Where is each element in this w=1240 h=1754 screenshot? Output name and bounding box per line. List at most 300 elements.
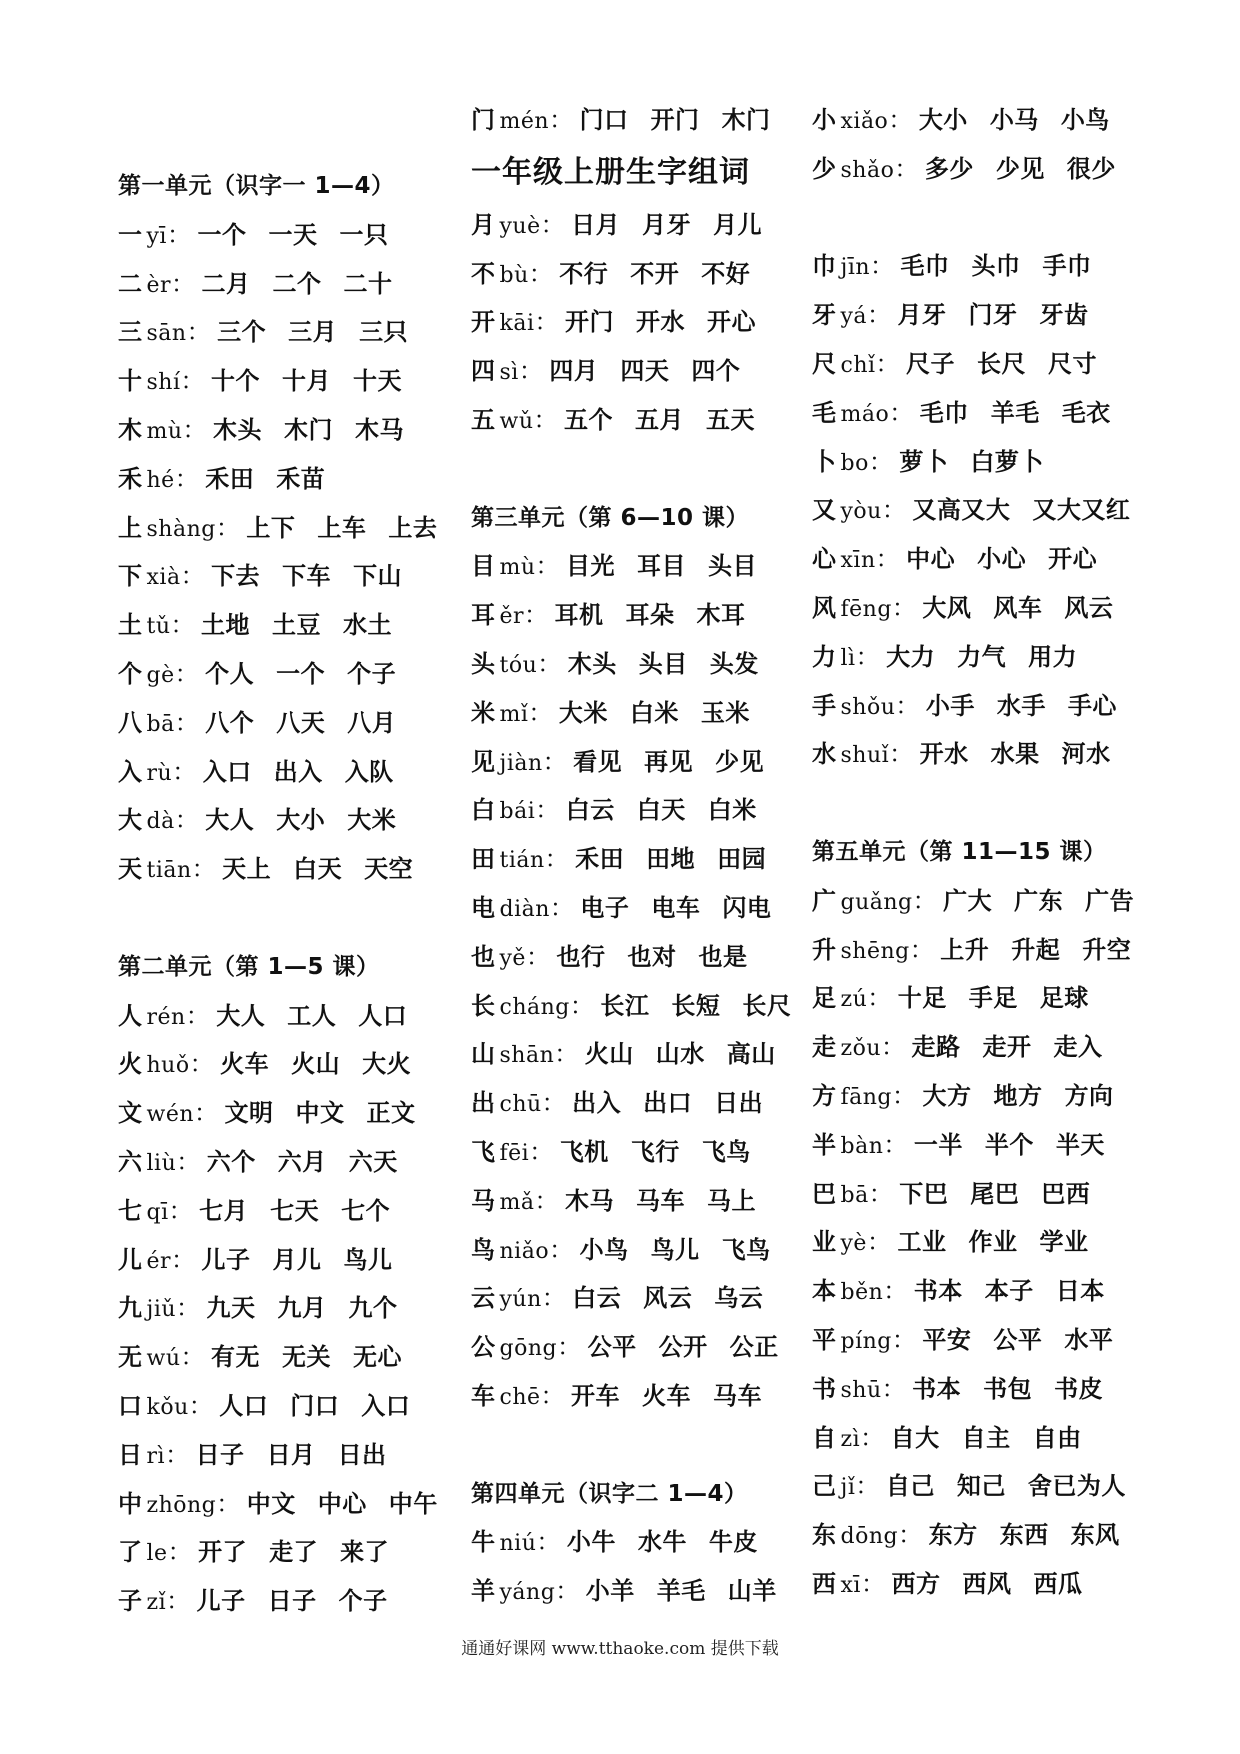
entry-pinyin: mù bbox=[146, 418, 183, 444]
entry-character: 车 bbox=[471, 1381, 496, 1410]
entry-pinyin: ěr bbox=[499, 604, 525, 630]
entry-character: 足 bbox=[812, 984, 837, 1013]
entry-character: 二 bbox=[118, 269, 143, 298]
entry-separator: ： bbox=[172, 757, 197, 786]
entry-pinyin: wú bbox=[146, 1346, 181, 1372]
entry-word: 广东 bbox=[1014, 886, 1064, 915]
entry-pinyin: niú bbox=[499, 1531, 537, 1557]
entry-word: 公开 bbox=[658, 1333, 708, 1362]
entry-word: 小鸟 bbox=[579, 1235, 629, 1264]
entry-word: 下去 bbox=[211, 562, 261, 591]
entry-word: 用力 bbox=[1028, 642, 1078, 671]
entry-separator: ： bbox=[875, 349, 901, 378]
entry-character: 大 bbox=[118, 806, 143, 835]
vocab-entry bbox=[812, 242, 1172, 291]
entry-separator: ： bbox=[855, 642, 881, 671]
entry-word: 儿子 bbox=[196, 1587, 246, 1616]
entry-pinyin: yě bbox=[499, 945, 526, 971]
entry-word: 日本 bbox=[1055, 1277, 1105, 1306]
entry-separator: ： bbox=[895, 691, 920, 720]
entry-character: 头 bbox=[471, 649, 496, 678]
entry-word: 风车 bbox=[993, 593, 1043, 622]
entry-pinyin: rì bbox=[146, 1443, 166, 1469]
vocab-entry bbox=[118, 357, 478, 406]
entry-pinyin: bái bbox=[499, 799, 536, 825]
entry-pinyin: dà bbox=[146, 809, 175, 835]
vocab-entry bbox=[812, 1414, 1172, 1463]
entry-separator: ： bbox=[881, 1033, 906, 1062]
entry-character: 羊 bbox=[471, 1577, 496, 1606]
entry-word: 门牙 bbox=[968, 301, 1018, 330]
spacer bbox=[118, 894, 478, 943]
entry-word: 十个 bbox=[211, 367, 260, 396]
entry-word: 自己 bbox=[885, 1472, 935, 1501]
entry-word: 一个 bbox=[276, 659, 326, 688]
entry-word: 大方 bbox=[922, 1081, 972, 1110]
entry-word: 工人 bbox=[287, 1001, 337, 1030]
vocab-entry bbox=[118, 455, 478, 504]
vocab-entry bbox=[812, 1560, 1172, 1609]
vocab-entry bbox=[118, 1236, 478, 1285]
entry-word: 日出 bbox=[714, 1089, 764, 1118]
entry-word: 大小 bbox=[276, 806, 326, 835]
entry-separator: ： bbox=[883, 1277, 908, 1306]
vocab-entry bbox=[812, 633, 1172, 682]
entry-word: 不开 bbox=[630, 259, 680, 288]
entry-pinyin: liù bbox=[146, 1150, 177, 1176]
entry-word: 火山 bbox=[291, 1050, 341, 1079]
vocab-entry bbox=[471, 1518, 831, 1567]
entry-separator: ： bbox=[525, 942, 551, 971]
entry-word: 十月 bbox=[282, 367, 331, 396]
entry-character: 四 bbox=[471, 357, 496, 386]
entry-word: 尺寸 bbox=[1048, 349, 1098, 378]
entry-separator: ： bbox=[883, 1130, 908, 1159]
entry-word: 尾巴 bbox=[970, 1179, 1020, 1208]
entry-word: 中心 bbox=[317, 1489, 367, 1518]
entry-character: 天 bbox=[118, 855, 143, 884]
entry-separator: ： bbox=[166, 1587, 191, 1616]
entry-word: 大人 bbox=[216, 1001, 266, 1030]
entry-word: 乌云 bbox=[714, 1284, 764, 1313]
entry-pinyin: zhōng bbox=[146, 1492, 217, 1518]
entry-separator: ： bbox=[549, 106, 574, 134]
entry-word: 西瓜 bbox=[1033, 1569, 1083, 1598]
vocab-entry bbox=[812, 877, 1172, 926]
entry-separator: ： bbox=[540, 1381, 566, 1410]
entry-word: 白云 bbox=[572, 1284, 622, 1313]
entry-word: 水土 bbox=[343, 611, 393, 640]
entry-word: 毛巾 bbox=[900, 252, 950, 281]
entry-pinyin: qī bbox=[146, 1199, 169, 1225]
entry-character: 巴 bbox=[812, 1179, 837, 1208]
entry-word: 个子 bbox=[347, 659, 397, 688]
entry-word: 儿子 bbox=[201, 1245, 251, 1274]
entry-word: 高山 bbox=[726, 1040, 776, 1069]
entry-word: 大力 bbox=[886, 642, 936, 671]
entry-pinyin: bù bbox=[499, 262, 529, 288]
entry-word: 也行 bbox=[556, 942, 606, 971]
entry-word: 羊毛 bbox=[656, 1577, 706, 1606]
vocab-entry bbox=[471, 1274, 831, 1323]
vocab-entry bbox=[118, 260, 478, 309]
entry-pinyin: dōng bbox=[840, 1524, 899, 1550]
entry-word: 东西 bbox=[999, 1521, 1049, 1550]
entry-character: 毛 bbox=[812, 398, 837, 427]
entry-word: 走路 bbox=[911, 1033, 961, 1062]
entry-word: 三个 bbox=[217, 318, 267, 347]
entry-separator: ： bbox=[174, 708, 200, 737]
entry-word: 十足 bbox=[897, 984, 947, 1013]
entry-pinyin: le bbox=[146, 1541, 168, 1567]
unit-heading: 第三单元（第 6—10 课） bbox=[471, 504, 750, 531]
entry-pinyin: bo bbox=[840, 450, 869, 476]
entry-word: 力气 bbox=[957, 642, 1007, 671]
entry-word: 无心 bbox=[353, 1343, 402, 1372]
entry-separator: ： bbox=[189, 1050, 215, 1079]
entry-word: 一只 bbox=[339, 220, 389, 249]
entry-separator: ： bbox=[898, 1521, 923, 1550]
entry-separator: ： bbox=[889, 398, 914, 427]
entry-word: 公正 bbox=[729, 1333, 779, 1362]
entry-pinyin: ér bbox=[146, 1248, 172, 1274]
entry-word: 小牛 bbox=[566, 1528, 616, 1557]
entry-word: 六个 bbox=[206, 1147, 256, 1176]
entry-word: 三只 bbox=[359, 318, 409, 347]
entry-separator: ： bbox=[176, 1147, 201, 1176]
entry-word: 小马 bbox=[989, 106, 1039, 134]
entry-character: 西 bbox=[812, 1569, 837, 1598]
entry-pinyin: mén bbox=[499, 109, 550, 134]
entry-word: 入队 bbox=[344, 757, 394, 786]
entry-pinyin: shēng bbox=[840, 938, 910, 964]
entry-character: 开 bbox=[471, 308, 496, 337]
entry-separator: ： bbox=[194, 1099, 219, 1128]
vocab-entry bbox=[471, 1372, 831, 1421]
vocab-entry bbox=[118, 308, 478, 357]
vocab-entry bbox=[812, 389, 1172, 438]
entry-character: 自 bbox=[812, 1423, 837, 1452]
entry-separator: ： bbox=[868, 447, 894, 476]
vocab-entry bbox=[812, 340, 1172, 389]
entry-word: 作业 bbox=[968, 1228, 1018, 1257]
entry-separator: ： bbox=[868, 1179, 894, 1208]
vocab-entry bbox=[118, 1187, 478, 1236]
entry-word: 耳机 bbox=[554, 601, 604, 630]
entry-word: 上车 bbox=[317, 513, 367, 542]
entry-pinyin: tóu bbox=[499, 652, 538, 678]
entry-pinyin: yòu bbox=[840, 499, 882, 525]
vocab-entry bbox=[471, 591, 831, 640]
entry-word: 自由 bbox=[1032, 1423, 1082, 1452]
vocab-entry bbox=[118, 992, 478, 1041]
vocab-entry bbox=[471, 982, 831, 1031]
entry-word: 水平 bbox=[1064, 1325, 1114, 1354]
entry-word: 开车 bbox=[571, 1381, 621, 1410]
entry-pinyin: shǎo bbox=[840, 157, 895, 183]
entry-word: 入口 bbox=[361, 1391, 411, 1420]
entry-character: 儿 bbox=[118, 1245, 143, 1274]
entry-word: 书本 bbox=[912, 1374, 962, 1403]
entry-word: 中文 bbox=[295, 1099, 345, 1128]
entry-word: 正文 bbox=[366, 1099, 416, 1128]
entry-separator: ： bbox=[881, 496, 907, 525]
entry-word: 舍已为人 bbox=[1027, 1472, 1126, 1501]
entry-separator: ： bbox=[541, 1089, 567, 1118]
entry-pinyin: mǐ bbox=[499, 701, 529, 727]
entry-pinyin: rén bbox=[146, 1004, 186, 1030]
entry-character: 出 bbox=[471, 1089, 496, 1118]
column-3 bbox=[812, 96, 1172, 1609]
entry-pinyin: bā bbox=[840, 1182, 869, 1208]
entry-pinyin: diàn bbox=[499, 896, 550, 922]
entry-character: 飞 bbox=[471, 1137, 496, 1166]
entry-separator: ： bbox=[176, 1294, 201, 1323]
entry-word: 天空 bbox=[364, 855, 414, 884]
entry-separator: ： bbox=[535, 552, 561, 581]
entry-character: 东 bbox=[812, 1521, 837, 1550]
entry-pinyin: yá bbox=[840, 304, 868, 330]
entry-separator: ： bbox=[188, 1391, 214, 1420]
entry-word: 六月 bbox=[277, 1147, 327, 1176]
entry-separator: ： bbox=[891, 1325, 917, 1354]
vocab-entry bbox=[118, 406, 478, 455]
entry-separator: ： bbox=[569, 991, 595, 1020]
entry-separator: ： bbox=[860, 1569, 886, 1598]
entry-word: 禾田 bbox=[575, 845, 625, 874]
entry-word: 耳目 bbox=[637, 552, 687, 581]
entry-word: 开心 bbox=[706, 308, 756, 337]
entry-word: 知己 bbox=[956, 1472, 1006, 1501]
entry-word: 自主 bbox=[961, 1423, 1011, 1452]
entry-word: 耳朵 bbox=[625, 601, 675, 630]
entry-separator: ： bbox=[909, 935, 935, 964]
entry-word: 长江 bbox=[600, 991, 650, 1020]
entry-character: 个 bbox=[118, 659, 143, 688]
entry-pinyin: shuǐ bbox=[840, 743, 890, 769]
entry-word: 巴西 bbox=[1041, 1179, 1091, 1208]
vocab-entry bbox=[118, 211, 478, 260]
entry-separator: ： bbox=[537, 649, 562, 678]
entry-character: 业 bbox=[812, 1228, 837, 1257]
entry-character: 目 bbox=[471, 552, 496, 581]
entry-word: 二十 bbox=[343, 269, 393, 298]
entry-pinyin: shū bbox=[840, 1377, 882, 1403]
vocab-entry bbox=[118, 748, 478, 797]
entry-separator: ： bbox=[529, 1137, 554, 1166]
entry-word: 白米 bbox=[707, 796, 757, 825]
entry-word: 水牛 bbox=[637, 1528, 687, 1557]
entry-word: 水果 bbox=[990, 740, 1040, 769]
vocab-entry bbox=[471, 689, 831, 738]
column-2 bbox=[471, 96, 831, 1616]
entry-word: 鸟儿 bbox=[650, 1235, 700, 1264]
entry-word: 白云 bbox=[565, 796, 615, 825]
entry-word: 小手 bbox=[925, 691, 975, 720]
entry-word: 马车 bbox=[713, 1381, 763, 1410]
entry-character: 平 bbox=[812, 1325, 837, 1354]
entry-word: 日子 bbox=[267, 1587, 317, 1616]
entry-word: 小心 bbox=[977, 545, 1027, 574]
entry-word: 学业 bbox=[1039, 1228, 1089, 1257]
entry-separator: ： bbox=[186, 318, 212, 347]
entry-word: 出口 bbox=[643, 1089, 693, 1118]
vocab-entry bbox=[471, 347, 831, 396]
vocab-entry bbox=[118, 1577, 478, 1626]
vocab-entry bbox=[471, 640, 831, 689]
entry-word: 三月 bbox=[288, 318, 338, 347]
entry-word: 火山 bbox=[584, 1040, 634, 1069]
vocab-entry bbox=[812, 584, 1172, 633]
entry-word: 马车 bbox=[635, 1186, 685, 1215]
entry-word: 小羊 bbox=[585, 1577, 635, 1606]
entry-word: 来了 bbox=[340, 1538, 390, 1567]
entry-pinyin: jǐ bbox=[840, 1475, 856, 1501]
entry-word: 西方 bbox=[891, 1569, 941, 1598]
entry-word: 闪电 bbox=[722, 893, 772, 922]
entry-word: 大小 bbox=[918, 106, 968, 134]
entry-word: 火车 bbox=[642, 1381, 692, 1410]
entry-character: 木 bbox=[118, 415, 143, 444]
entry-pinyin: zì bbox=[840, 1426, 861, 1452]
entry-pinyin: yuè bbox=[499, 213, 541, 239]
entry-word: 西风 bbox=[962, 1569, 1012, 1598]
entry-pinyin: rù bbox=[146, 760, 173, 786]
vocab-entry bbox=[118, 699, 478, 748]
entry-word: 羊毛 bbox=[990, 398, 1040, 427]
vocab-entry bbox=[118, 650, 478, 699]
entry-word: 个人 bbox=[205, 659, 255, 688]
entry-separator: ： bbox=[180, 367, 205, 396]
vocab-entry bbox=[812, 96, 1172, 145]
entry-character: 升 bbox=[812, 935, 837, 964]
entry-character: 五 bbox=[471, 405, 496, 434]
unit-heading: 第二单元（第 1—5 课） bbox=[118, 953, 380, 980]
vocab-entry bbox=[118, 1284, 478, 1333]
entry-pinyin: jiǔ bbox=[146, 1297, 177, 1323]
entry-separator: ： bbox=[912, 886, 938, 915]
entry-character: 文 bbox=[118, 1099, 143, 1128]
entry-word: 平安 bbox=[922, 1325, 972, 1354]
unit-heading: 第五单元（第 11—15 课） bbox=[812, 838, 1107, 865]
entry-character: 中 bbox=[118, 1489, 143, 1518]
entry-separator: ： bbox=[170, 611, 196, 640]
entry-word: 方向 bbox=[1064, 1081, 1114, 1110]
vocab-entry bbox=[812, 1023, 1172, 1072]
vocab-entry bbox=[812, 1511, 1172, 1560]
entry-word: 一半 bbox=[913, 1130, 963, 1159]
entry-word: 东方 bbox=[928, 1521, 978, 1550]
entry-word: 水手 bbox=[996, 691, 1046, 720]
entry-separator: ： bbox=[870, 252, 895, 281]
entry-pinyin: huǒ bbox=[146, 1053, 190, 1079]
entry-character: 风 bbox=[812, 593, 837, 622]
spacer bbox=[471, 445, 831, 494]
entry-word: 下巴 bbox=[899, 1179, 949, 1208]
entry-character: 牙 bbox=[812, 301, 837, 330]
entry-word: 地方 bbox=[993, 1081, 1043, 1110]
entry-separator: ： bbox=[180, 562, 206, 591]
entry-pinyin: tǔ bbox=[146, 614, 171, 640]
entry-character: 巾 bbox=[812, 252, 837, 281]
entry-pinyin: zǐ bbox=[146, 1590, 167, 1616]
entry-separator: ： bbox=[185, 1001, 211, 1030]
entry-word: 手巾 bbox=[1042, 252, 1092, 281]
entry-word: 木马 bbox=[564, 1186, 614, 1215]
entry-character: 七 bbox=[118, 1196, 143, 1225]
entry-character: 少 bbox=[812, 154, 837, 183]
entry-word: 木门 bbox=[721, 106, 771, 134]
entry-word: 多少 bbox=[924, 154, 974, 183]
entry-word: 五月 bbox=[635, 405, 684, 434]
entry-word: 手足 bbox=[968, 984, 1018, 1013]
entry-pinyin: máo bbox=[840, 401, 890, 427]
entry-word: 白天 bbox=[293, 855, 343, 884]
entry-separator: ： bbox=[174, 659, 200, 688]
entry-pinyin: xīn bbox=[840, 548, 876, 574]
vocab-entry bbox=[471, 1567, 831, 1616]
vocab-entry bbox=[812, 438, 1172, 487]
entry-word: 七个 bbox=[341, 1196, 391, 1225]
unit-heading: 第一单元（识字一 1—4） bbox=[118, 173, 395, 199]
entry-separator: ： bbox=[167, 1538, 193, 1567]
entry-character: 走 bbox=[812, 1033, 837, 1062]
entry-separator: ： bbox=[168, 1196, 194, 1225]
entry-word: 日子 bbox=[195, 1440, 245, 1469]
entry-separator: ： bbox=[892, 1081, 917, 1110]
entry-pinyin: hé bbox=[146, 467, 175, 493]
entry-word: 也是 bbox=[698, 942, 748, 971]
entry-word: 有无 bbox=[211, 1343, 260, 1372]
entry-word: 飞机 bbox=[559, 1137, 609, 1166]
entry-pinyin: kāi bbox=[499, 311, 535, 337]
entry-pinyin: jiàn bbox=[499, 750, 543, 776]
entry-separator: ： bbox=[557, 1333, 582, 1362]
vocab-entry bbox=[812, 1462, 1172, 1511]
entry-word: 上升 bbox=[940, 935, 990, 964]
entry-word: 自大 bbox=[890, 1423, 940, 1452]
vocab-entry bbox=[812, 1316, 1172, 1365]
entry-word: 牛皮 bbox=[708, 1528, 758, 1557]
entry-pinyin: chē bbox=[499, 1384, 541, 1410]
entry-pinyin: guǎng bbox=[840, 889, 913, 915]
entry-word: 长尺 bbox=[742, 991, 792, 1020]
entry-separator: ： bbox=[533, 405, 558, 434]
vocab-entry bbox=[471, 933, 831, 982]
vocab-entry bbox=[812, 1218, 1172, 1267]
entry-word: 广告 bbox=[1085, 886, 1135, 915]
entry-word: 一天 bbox=[268, 220, 318, 249]
entry-separator: ： bbox=[174, 464, 200, 493]
entry-separator: ： bbox=[536, 1528, 561, 1557]
entry-word: 公平 bbox=[993, 1325, 1043, 1354]
entry-word: 入口 bbox=[202, 757, 252, 786]
entry-word: 月儿 bbox=[272, 1245, 322, 1274]
entry-character: 土 bbox=[118, 611, 143, 640]
entry-word: 一个 bbox=[197, 220, 247, 249]
entry-separator: ： bbox=[528, 259, 554, 288]
entry-character: 书 bbox=[812, 1374, 837, 1403]
entry-word: 鸟儿 bbox=[343, 1245, 393, 1274]
entry-pinyin: fēi bbox=[499, 1140, 530, 1166]
entry-pinyin: xī bbox=[840, 1572, 861, 1598]
vocab-entry bbox=[812, 730, 1172, 779]
entry-character: 田 bbox=[471, 845, 496, 874]
vocab-entry bbox=[471, 1226, 831, 1275]
entry-separator: ： bbox=[191, 855, 217, 884]
vocab-entry bbox=[471, 250, 831, 299]
entry-word: 白天 bbox=[636, 796, 686, 825]
